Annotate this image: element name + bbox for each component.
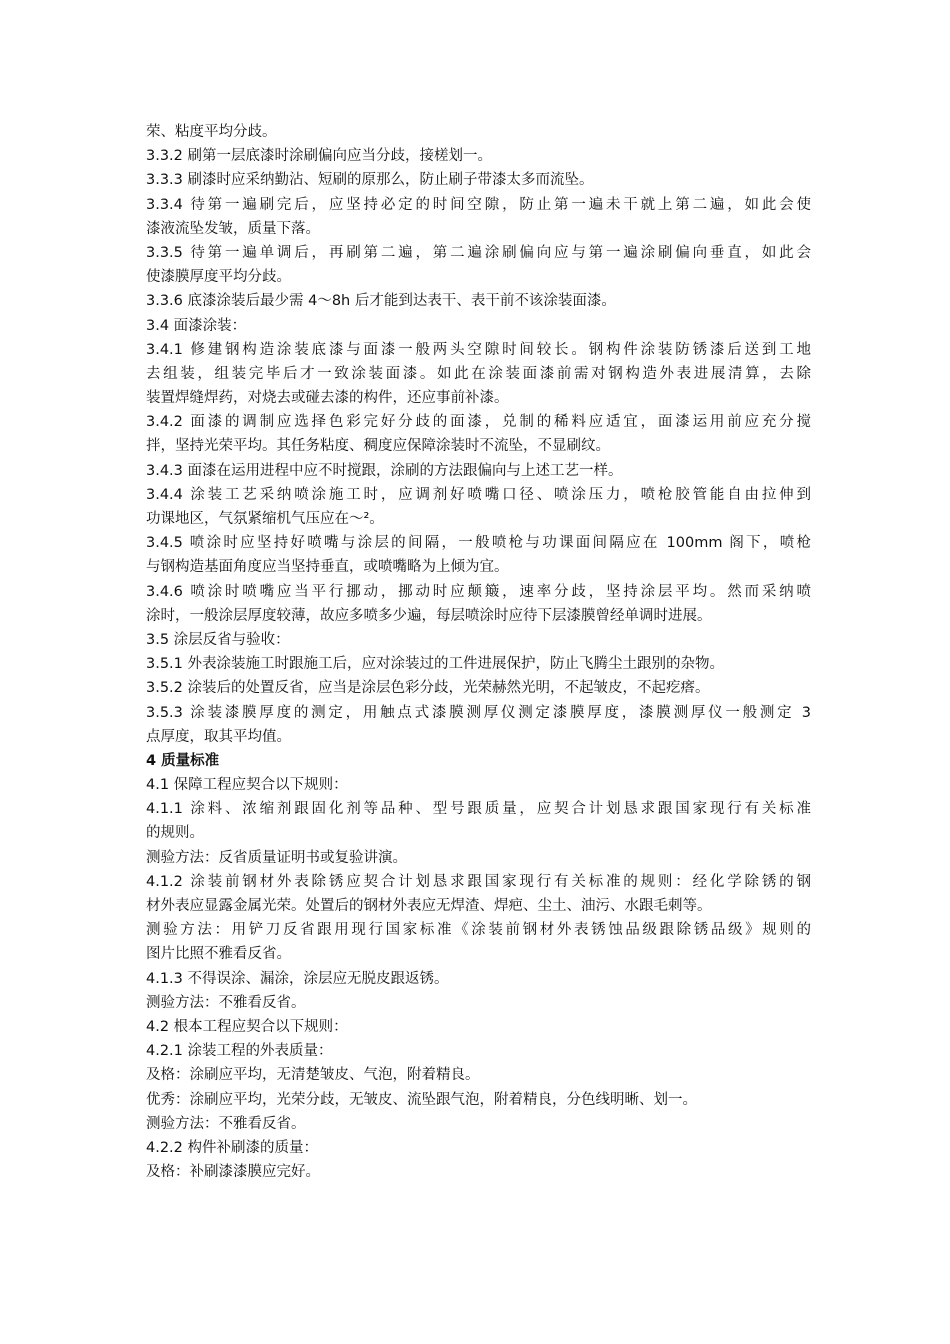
document-body (146, 120, 811, 1184)
text-line: 4.1.2 涂装前钢材外表除锈应契合计划恳求跟国家现行有关标准的规则：经化学除锈的钢 (146, 873, 811, 890)
text-line: 4.1.1 涂料、浓缩剂跟固化剂等品种、型号跟质量，应契合计划恳求跟国家现行有关标准 (146, 801, 811, 818)
text-line: 3.5.1 外表涂装施工时跟施工后，应对涂装过的工件进展保护，防止飞腾尘土跟别的杂物。 (146, 656, 724, 673)
text-line: 4.2 根本工程应契合以下规则： (146, 1018, 348, 1035)
text-line: 及格：补刷漆漆膜应完好。 (146, 1164, 320, 1181)
text-line: 去组装，组装完毕后才一致涂装面漆。如此在涂装面漆前需对钢构造外表进展清算，去除 (146, 365, 811, 382)
text-line: 3.4.4 涂装工艺采纳喷涂施工时，应调剂好喷嘴口径、喷涂压力，喷枪胶管能自由拉伸到 (146, 486, 811, 503)
text-line: 3.3.5 待第一遍单调后，再刷第二遍，第二遍涂刷偏向应与第一遍涂刷偏向垂直，如此会 (146, 244, 811, 261)
text-line: 材外表应显露金属光荣。处置后的钢材外表应无焊渣、焊疤、尘土、油污、水跟毛刺等。 (146, 898, 712, 914)
text-line: 图片比照不雅看反省。 (146, 946, 291, 963)
section-heading: 4 质量标准 (146, 752, 220, 769)
text-line: 优秀：涂刷应平均，光荣分歧，无皱皮、流坠跟气泡，附着精良，分色线明晰、划一。 (146, 1091, 697, 1108)
text-line: 测验方法：不雅看反省。 (146, 994, 306, 1011)
text-line: 3.4.6 喷涂时喷嘴应当平行挪动，挪动时应颠簸，速率分歧，坚持涂层平均。然而采纳喷 (146, 583, 811, 600)
text-line: 4.2.1 涂装工程的外表质量： (146, 1043, 333, 1060)
text-line: 使漆膜厚度平均分歧。 (146, 269, 291, 286)
text-line: 4.2.2 构件补刷漆的质量： (146, 1139, 319, 1156)
text-line: 3.3.2 刷第一层底漆时涂刷偏向应当分歧，接槎划一。 (146, 148, 493, 165)
text-line: 涂时，一般涂层厚度较薄，故应多喷多少遍，每层喷涂时应待下层漆膜曾经单调时进展。 (146, 607, 712, 624)
text-line: 漆液流坠发皱，质量下落。 (146, 220, 320, 237)
text-line: 及格：涂刷应平均，无清楚皱皮、气泡，附着精良。 (146, 1067, 480, 1084)
text-line: 3.5.2 涂装后的处置反省，应当是涂层色彩分歧，光荣赫然光明，不起皱皮，不起疙瘩。 (146, 680, 710, 697)
text-line: 3.4.5 喷涂时应坚持好喷嘴与涂层的间隔，一般喷枪与功课面间隔应在 100mm 阁下，喷枪 (146, 535, 811, 552)
text-line: 测验方法：反省质量证明书或复验讲演。 (146, 849, 407, 866)
text-line: 3.4 面漆涂装： (146, 317, 247, 334)
text-line: 3.4.2 面漆的调制应选择色彩完好分歧的面漆，兑制的稀料应适宜，面漆运用前应充分搅 (146, 414, 811, 431)
text-line: 功课地区，气氛紧缩机气压应在～²。 (146, 511, 384, 527)
text-line: 3.5.3 涂装漆膜厚度的测定，用触点式漆膜测厚仪测定漆膜厚度，漆膜测厚仪一般测定 3 (146, 704, 811, 721)
text-line: 4.1.3 不得误涂、漏涂，涂层应无脱皮跟返锈。 (146, 970, 449, 987)
text-line: 4.1 保障工程应契合以下规则： (146, 777, 348, 794)
text-line: 3.4.1 修建钢构造涂装底漆与面漆一般两头空隙时间较长。钢构件涂装防锈漆后送到工地 (146, 341, 811, 358)
text-line: 的规则。 (146, 825, 204, 842)
text-line: 荣、粘度平均分歧。 (146, 124, 277, 140)
text-line: 3.3.4 待第一遍刷完后，应坚持必定的时间空隙，防止第一遍未干就上第二遍，如此会使 (146, 196, 811, 213)
text-line: 3.5 涂层反省与验收： (146, 631, 290, 648)
text-line: 3.4.3 面漆在运用进程中应不时搅跟，涂刷的方法跟偏向与上述工艺一样。 (146, 462, 623, 479)
text-line: 装置焊缝焊药，对烧去或碰去漆的构件，还应事前补漆。 (146, 390, 509, 407)
text-line: 3.3.3 刷漆时应采纳勤沾、短刷的原那么，防止刷子带漆太多而流坠。 (146, 172, 594, 189)
text-line: 测验方法：用铲刀反省跟用现行国家标准《涂装前钢材外表锈蚀品级跟除锈品级》规则的 (146, 922, 811, 939)
text-line: 点厚度，取其平均值。 (146, 728, 291, 745)
text-line: 拌，坚持光荣平均。其任务粘度、稠度应保障涂装时不流坠，不显刷纹。 (146, 438, 610, 455)
text-line: 与钢构造基面角度应当坚持垂直，或喷嘴略为上倾为宜。 (146, 559, 509, 576)
text-line: 测验方法：不雅看反省。 (146, 1115, 306, 1132)
text-line: 3.3.6 底漆涂装后最少需 4～8h 后才能到达表干、表干前不该涂装面漆。 (146, 293, 616, 310)
